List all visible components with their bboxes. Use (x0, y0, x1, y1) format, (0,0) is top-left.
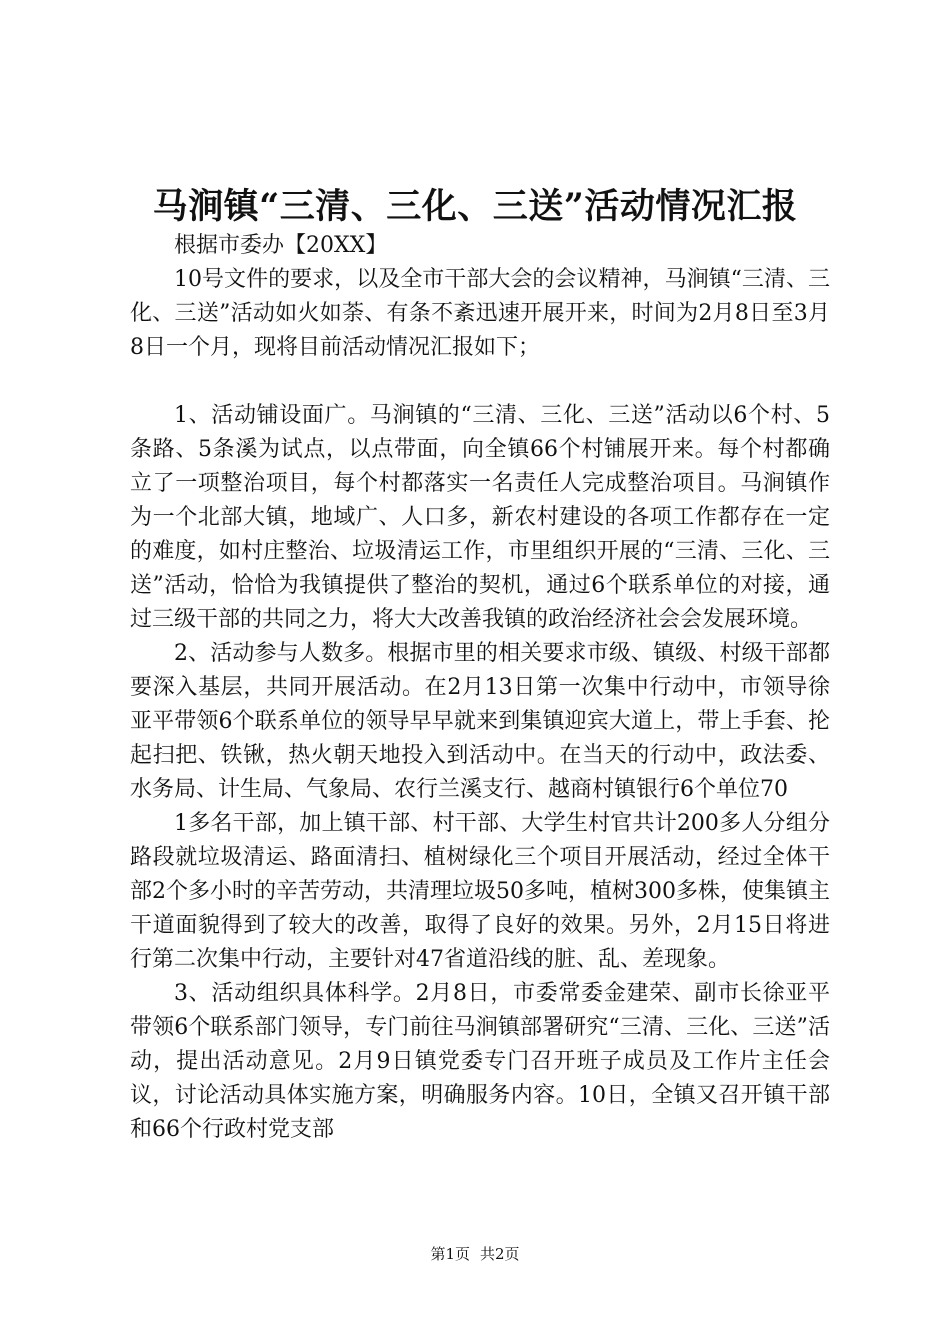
page-footer (0, 1244, 950, 1264)
paragraph-background: 10号文件的要求，以及全市干部大会的会议精神，马涧镇“三清、三化、三送”活动如火如荼、有条不紊迅速开展开来，时间为2月8日至3月8日一个月，现将目前活动情况汇报如下； (130, 267, 830, 360)
paragraph-section-3: 3、活动组织具体科学。2月8日，市委常委金建荣、副市长徐亚平带领6个联系部门领导，专门前往马涧镇部署研究“三清、三化、三送”活动，提出活动意见。2月9日镇党委专门召开班子成员及工作片主任会议，讨论活动具体实施方案，明确服务内容。10日，全镇又召开镇干部和66个行政村党支部 (130, 981, 830, 1142)
paragraph-section-1: 1、活动铺设面广。马涧镇的“三清、三化、三送”活动以6个村、5条路、5条溪为试点，以点带面，向全镇66个村铺展开来。每个村都确立了一项整治项目，每个村都落实一名责任人完成整治项目。马涧镇作为一个北部大镇，地域广、人口多，新农村建设的各项工作都存在一定的难度，如村庄整治、垃圾清运工作，市里组织开展的“三清、三化、三送”活动，恰恰为我镇提供了整治的契机，通过6个联系单位的对接，通过三级干部的共同之力，将大大改善我镇的政治经济社会会发展环境。 (130, 403, 830, 632)
document-body (130, 229, 830, 1147)
page-number-current: 第1页 (430, 1245, 470, 1263)
paragraph-gap (130, 365, 830, 399)
paragraph-section-2-continued: 1多名干部，加上镇干部、村干部、大学生村官共计200多人分组分路段就垃圾清运、路面清扫、植树绿化三个项目开展活动，经过全体干部2个多小时的辛苦劳动，共清理垃圾50多吨，植树300多株，使集镇主干道面貌得到了较大的改善，取得了良好的效果。另外，2月15日将进行第二次集中行动，主要针对47省道沿线的脏、乱、差现象。 (130, 811, 830, 972)
paragraph-intro: 根据市委办【20XX】 (174, 233, 388, 258)
page-number-total: 共2页 (480, 1245, 520, 1263)
paragraph-section-2: 2、活动参与人数多。根据市里的相关要求市级、镇级、村级干部都要深入基层，共同开展活动。在2月13日第一次集中行动中，市领导徐亚平带领6个联系单位的领导早早就来到集镇迎宾大道上，带上手套、抡起扫把、铁锹，热火朝天地投入到活动中。在当天的行动中，政法委、水务局、计生局、气象局、农行兰溪支行、越商村镇银行6个单位70 (130, 641, 830, 802)
document-title: 马涧镇“三清、三化、三送”活动情况汇报 (152, 186, 798, 227)
